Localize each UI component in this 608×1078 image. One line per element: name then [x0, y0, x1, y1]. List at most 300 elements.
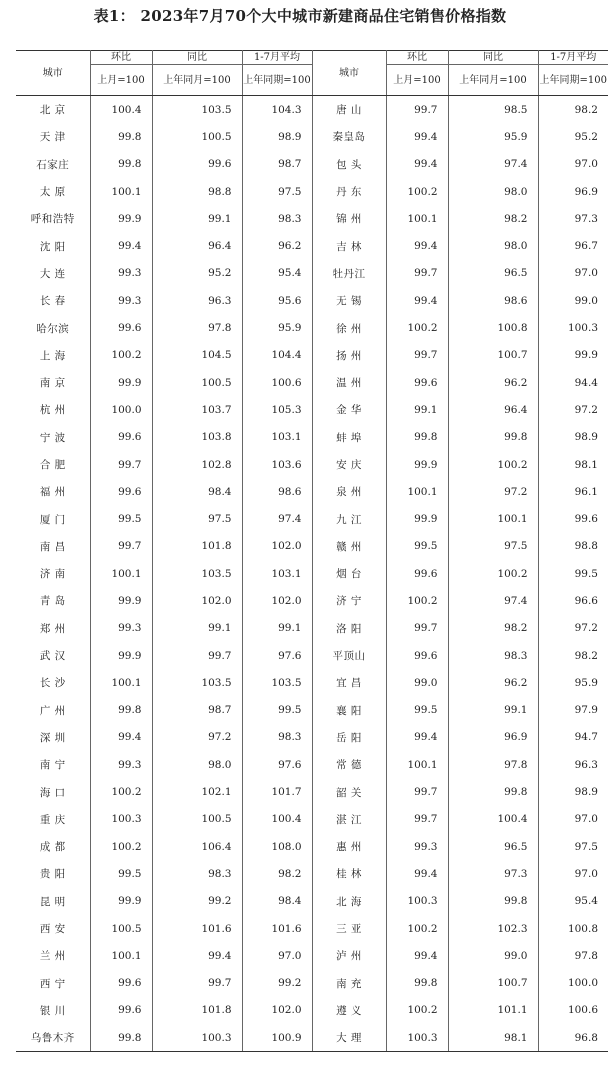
table-row: [16, 151, 608, 178]
right-yoy-cell: 98.6: [448, 287, 538, 314]
right-yoy-cell: 98.0: [448, 232, 538, 259]
right-city-cell: 牡丹江: [312, 260, 386, 287]
right-avg-cell: 97.0: [538, 151, 608, 178]
right-city-cell: 韶 关: [312, 778, 386, 805]
left-city-cell: 合 肥: [39, 459, 66, 471]
right-mom-cell: 100.2: [386, 997, 448, 1024]
right-avg-cell: 96.8: [538, 1024, 608, 1052]
right-avg-cell: 100.6: [538, 997, 608, 1024]
right-city-cell: 遵 义: [312, 997, 386, 1024]
table-row: [16, 778, 608, 805]
left-mom-cell: 100.1: [90, 560, 152, 587]
right-yoy-cell: 102.3: [448, 915, 538, 942]
right-yoy-cell: 96.2: [448, 669, 538, 696]
right-mom-cell: 99.7: [386, 778, 448, 805]
left-city-cell: 青 岛: [39, 595, 66, 608]
right-mom-cell: 99.7: [386, 260, 448, 287]
left-yoy-cell: 99.1: [152, 615, 242, 642]
right-mom-cell: 99.6: [386, 560, 448, 587]
table-row: [16, 669, 608, 696]
left-city-cell: 宁 波: [39, 431, 66, 444]
table-row: [16, 833, 608, 860]
right-avg-cell: 96.6: [538, 587, 608, 614]
left-mom-cell: 100.5: [90, 915, 152, 942]
table-row: [16, 505, 608, 532]
right-yoy-cell: 96.2: [448, 369, 538, 396]
table-row: [16, 451, 608, 478]
right-yoy-cell: 95.9: [448, 123, 538, 150]
right-city-cell: 九 江: [312, 505, 386, 532]
right-yoy-cell: 97.4: [448, 151, 538, 178]
right-city-cell: 岳 阳: [312, 724, 386, 751]
table-row: [16, 1024, 608, 1052]
right-city-cell: 北 海: [312, 888, 386, 915]
left-yoy-cell: 100.5: [152, 123, 242, 150]
avg-base-label: 上年同期=100: [242, 65, 312, 96]
left-yoy-cell: 101.8: [152, 997, 242, 1024]
left-avg-cell: 97.4: [242, 505, 312, 532]
right-yoy-cell: 96.9: [448, 724, 538, 751]
right-avg-cell: 98.8: [538, 533, 608, 560]
left-mom-cell: 100.1: [90, 942, 152, 969]
right-avg-cell: 97.3: [538, 205, 608, 232]
right-avg-cell: 97.8: [538, 942, 608, 969]
right-city-cell: 吉 林: [312, 232, 386, 259]
right-yoy-cell: 97.8: [448, 751, 538, 778]
right-mom-cell: 100.2: [386, 915, 448, 942]
avg-column-header-right: 1-7月平均: [538, 51, 608, 65]
right-mom-cell: 99.8: [386, 970, 448, 997]
right-avg-cell: 98.9: [538, 778, 608, 805]
left-city-cell: 北 京: [39, 104, 66, 117]
table-row: [16, 587, 608, 614]
table-row: [16, 232, 608, 259]
right-city-cell: 南 充: [312, 970, 386, 997]
yoy-base-label: 上年同月=100: [152, 65, 242, 96]
right-city-cell: 温 州: [312, 369, 386, 396]
right-avg-cell: 99.5: [538, 560, 608, 587]
right-mom-cell: 99.0: [386, 669, 448, 696]
right-avg-cell: 100.0: [538, 970, 608, 997]
table-row: [16, 96, 608, 124]
left-mom-cell: 99.6: [90, 970, 152, 997]
table-row: [16, 287, 608, 314]
right-city-cell: 泸 州: [312, 942, 386, 969]
left-city-cell: 贵 阳: [39, 868, 66, 881]
left-mom-cell: 99.3: [90, 287, 152, 314]
right-avg-cell: 96.9: [538, 178, 608, 205]
table-row: [16, 533, 608, 560]
left-yoy-cell: 103.8: [152, 424, 242, 451]
left-mom-cell: 100.1: [90, 669, 152, 696]
left-mom-cell: 99.5: [90, 505, 152, 532]
right-avg-cell: 97.9: [538, 697, 608, 724]
left-city-cell: 郑 州: [39, 622, 66, 635]
avg-base-label-right: 上年同期=100: [538, 65, 608, 96]
mom-base-label: 上月=100: [90, 65, 152, 96]
city-column-header-right: 城市: [312, 51, 386, 96]
right-avg-cell: 99.0: [538, 287, 608, 314]
right-yoy-cell: 97.2: [448, 478, 538, 505]
left-mom-cell: 99.4: [90, 232, 152, 259]
left-mom-cell: 99.3: [90, 260, 152, 287]
right-city-cell: 济 宁: [312, 587, 386, 614]
left-city-cell: 南 昌: [39, 540, 66, 553]
table-row: [16, 642, 608, 669]
left-city-cell: 海 口: [39, 786, 66, 799]
left-avg-cell: 101.6: [242, 915, 312, 942]
left-city-cell: 沈 阳: [39, 240, 66, 253]
right-yoy-cell: 96.5: [448, 260, 538, 287]
right-city-cell: 桂 林: [312, 860, 386, 887]
right-city-cell: 平顶山: [312, 642, 386, 669]
right-avg-cell: 100.8: [538, 915, 608, 942]
table-row: [16, 888, 608, 915]
right-city-cell: 蚌 埠: [312, 424, 386, 451]
right-avg-cell: 98.1: [538, 451, 608, 478]
left-yoy-cell: 103.5: [152, 669, 242, 696]
left-city-cell: 长 春: [39, 295, 66, 308]
right-yoy-cell: 99.1: [448, 697, 538, 724]
left-avg-cell: 103.6: [242, 451, 312, 478]
right-avg-cell: 97.2: [538, 615, 608, 642]
table-row: [16, 915, 608, 942]
left-avg-cell: 98.3: [242, 724, 312, 751]
left-mom-cell: 100.2: [90, 342, 152, 369]
yoy-column-header-right: 同比: [448, 51, 538, 65]
left-city-cell: 重 庆: [39, 813, 66, 826]
right-mom-cell: 99.6: [386, 642, 448, 669]
left-mom-cell: 99.9: [90, 205, 152, 232]
table-row: [16, 806, 608, 833]
right-avg-cell: 94.7: [538, 724, 608, 751]
right-mom-cell: 100.1: [386, 205, 448, 232]
left-yoy-cell: 99.6: [152, 151, 242, 178]
left-avg-cell: 100.9: [242, 1024, 312, 1052]
right-city-cell: 襄 阳: [312, 697, 386, 724]
table-row: [16, 205, 608, 232]
right-avg-cell: 95.2: [538, 123, 608, 150]
table-row: [16, 997, 608, 1024]
left-mom-cell: 100.0: [90, 396, 152, 423]
right-avg-cell: 96.7: [538, 232, 608, 259]
right-yoy-cell: 96.4: [448, 396, 538, 423]
right-avg-cell: 96.1: [538, 478, 608, 505]
right-city-cell: 常 德: [312, 751, 386, 778]
left-avg-cell: 105.3: [242, 396, 312, 423]
right-city-cell: 三 亚: [312, 915, 386, 942]
left-yoy-cell: 99.4: [152, 942, 242, 969]
table-row: [16, 697, 608, 724]
right-mom-cell: 99.9: [386, 505, 448, 532]
right-mom-cell: 99.4: [386, 232, 448, 259]
right-city-cell: 惠 州: [312, 833, 386, 860]
right-city-cell: 无 锡: [312, 287, 386, 314]
left-yoy-cell: 101.8: [152, 533, 242, 560]
right-avg-cell: 99.9: [538, 342, 608, 369]
table-row: [16, 369, 608, 396]
right-avg-cell: 97.5: [538, 833, 608, 860]
left-yoy-cell: 98.3: [152, 860, 242, 887]
left-yoy-cell: 102.1: [152, 778, 242, 805]
right-mom-cell: 99.7: [386, 342, 448, 369]
left-avg-cell: 103.1: [242, 424, 312, 451]
table-row: [16, 860, 608, 887]
right-city-cell: 赣 州: [312, 533, 386, 560]
right-mom-cell: 99.7: [386, 806, 448, 833]
right-avg-cell: 96.3: [538, 751, 608, 778]
table-row: [16, 424, 608, 451]
left-avg-cell: 103.5: [242, 669, 312, 696]
right-mom-cell: 99.4: [386, 287, 448, 314]
right-yoy-cell: 98.2: [448, 615, 538, 642]
right-avg-cell: 98.2: [538, 642, 608, 669]
right-mom-cell: 99.4: [386, 942, 448, 969]
right-yoy-cell: 100.2: [448, 451, 538, 478]
right-mom-cell: 99.1: [386, 396, 448, 423]
right-mom-cell: 100.3: [386, 888, 448, 915]
left-city-cell: 长 沙: [39, 677, 66, 690]
table-row: [16, 478, 608, 505]
right-mom-cell: 100.1: [386, 478, 448, 505]
right-avg-cell: 95.9: [538, 669, 608, 696]
left-yoy-cell: 98.0: [152, 751, 242, 778]
left-avg-cell: 101.7: [242, 778, 312, 805]
right-city-cell: 丹 东: [312, 178, 386, 205]
left-mom-cell: 99.6: [90, 478, 152, 505]
right-mom-cell: 99.7: [386, 96, 448, 124]
right-mom-cell: 100.2: [386, 178, 448, 205]
right-mom-cell: 99.4: [386, 860, 448, 887]
right-yoy-cell: 98.5: [448, 96, 538, 124]
left-city-cell: 广 州: [39, 704, 66, 717]
left-yoy-cell: 102.8: [152, 451, 242, 478]
right-avg-cell: 95.4: [538, 888, 608, 915]
right-yoy-cell: 98.0: [448, 178, 538, 205]
left-city-cell: 上 海: [39, 349, 66, 362]
table-body: [16, 96, 608, 1052]
left-city-cell: 呼和浩特: [30, 213, 75, 226]
left-city-cell: 南 宁: [39, 759, 66, 772]
left-yoy-cell: 97.8: [152, 314, 242, 341]
left-yoy-cell: 99.2: [152, 888, 242, 915]
right-mom-cell: 99.5: [386, 697, 448, 724]
left-avg-cell: 104.3: [242, 96, 312, 124]
left-city-cell: 银 川: [39, 1004, 66, 1017]
right-mom-cell: 99.7: [386, 615, 448, 642]
right-yoy-cell: 97.3: [448, 860, 538, 887]
right-yoy-cell: 96.5: [448, 833, 538, 860]
table-row: [16, 615, 608, 642]
left-mom-cell: 99.9: [90, 642, 152, 669]
left-city-cell: 兰 州: [39, 950, 66, 963]
right-city-cell: 锦 州: [312, 205, 386, 232]
right-yoy-cell: 98.1: [448, 1024, 538, 1052]
left-yoy-cell: 98.8: [152, 178, 242, 205]
left-avg-cell: 102.0: [242, 533, 312, 560]
right-mom-cell: 99.8: [386, 424, 448, 451]
left-yoy-cell: 97.5: [152, 505, 242, 532]
left-yoy-cell: 106.4: [152, 833, 242, 860]
table-row: [16, 396, 608, 423]
left-avg-cell: 95.6: [242, 287, 312, 314]
right-city-cell: 安 庆: [312, 451, 386, 478]
left-mom-cell: 99.5: [90, 860, 152, 887]
left-avg-cell: 98.2: [242, 860, 312, 887]
left-city-cell: 杭 州: [39, 404, 66, 417]
left-avg-cell: 95.9: [242, 314, 312, 341]
left-yoy-cell: 98.7: [152, 697, 242, 724]
right-mom-cell: 99.4: [386, 724, 448, 751]
left-mom-cell: 99.7: [90, 533, 152, 560]
right-yoy-cell: 98.2: [448, 205, 538, 232]
left-city-cell: 天 津: [39, 131, 66, 144]
right-yoy-cell: 97.4: [448, 587, 538, 614]
right-mom-cell: 100.2: [386, 314, 448, 341]
left-yoy-cell: 99.7: [152, 970, 242, 997]
right-yoy-cell: 100.8: [448, 314, 538, 341]
right-yoy-cell: 99.8: [448, 424, 538, 451]
left-mom-cell: 99.8: [90, 151, 152, 178]
left-avg-cell: 102.0: [242, 587, 312, 614]
left-city-cell: 济 南: [39, 568, 66, 581]
left-mom-cell: 99.6: [90, 424, 152, 451]
right-yoy-cell: 100.4: [448, 806, 538, 833]
right-avg-cell: 98.2: [538, 96, 608, 124]
right-yoy-cell: 99.8: [448, 778, 538, 805]
right-city-cell: 徐 州: [312, 314, 386, 341]
left-avg-cell: 96.2: [242, 232, 312, 259]
left-mom-cell: 99.3: [90, 751, 152, 778]
left-yoy-cell: 96.4: [152, 232, 242, 259]
right-avg-cell: 97.2: [538, 396, 608, 423]
right-city-cell: 大 理: [312, 1024, 386, 1052]
table-row: [16, 342, 608, 369]
left-avg-cell: 99.1: [242, 615, 312, 642]
right-mom-cell: 100.2: [386, 587, 448, 614]
left-yoy-cell: 99.1: [152, 205, 242, 232]
left-mom-cell: 99.9: [90, 369, 152, 396]
left-city-cell: 深 圳: [39, 731, 66, 744]
left-yoy-cell: 100.3: [152, 1024, 242, 1052]
right-yoy-cell: 100.7: [448, 970, 538, 997]
left-avg-cell: 98.6: [242, 478, 312, 505]
left-yoy-cell: 98.4: [152, 478, 242, 505]
right-avg-cell: 100.3: [538, 314, 608, 341]
left-mom-cell: 99.6: [90, 997, 152, 1024]
right-city-cell: 金 华: [312, 396, 386, 423]
left-city-cell: 大 连: [39, 267, 66, 280]
avg-column-header: 1-7月平均: [242, 51, 312, 65]
right-yoy-cell: 99.0: [448, 942, 538, 969]
left-city-cell: 乌鲁木齐: [16, 1024, 90, 1052]
right-mom-cell: 100.3: [386, 1024, 448, 1052]
price-index-table: [16, 50, 608, 1052]
left-city-cell: 哈尔滨: [36, 322, 70, 335]
right-avg-cell: 97.0: [538, 860, 608, 887]
right-mom-cell: 100.1: [386, 751, 448, 778]
right-mom-cell: 99.4: [386, 151, 448, 178]
mom-column-header-right: 环比: [386, 51, 448, 65]
right-mom-cell: 99.9: [386, 451, 448, 478]
left-avg-cell: 98.7: [242, 151, 312, 178]
left-mom-cell: 100.2: [90, 778, 152, 805]
right-mom-cell: 99.4: [386, 123, 448, 150]
right-avg-cell: 99.6: [538, 505, 608, 532]
left-yoy-cell: 103.5: [152, 560, 242, 587]
table-row: [16, 178, 608, 205]
left-avg-cell: 99.2: [242, 970, 312, 997]
right-city-cell: 包 头: [312, 151, 386, 178]
left-yoy-cell: 97.2: [152, 724, 242, 751]
left-city-cell: 成 都: [39, 841, 66, 854]
table-title: 表1： 2023年7月70个大中城市新建商品住宅销售价格指数: [93, 7, 507, 25]
yoy-column-header: 同比: [152, 51, 242, 65]
left-avg-cell: 97.6: [242, 642, 312, 669]
table-row: [16, 724, 608, 751]
left-mom-cell: 100.1: [90, 178, 152, 205]
left-yoy-cell: 96.3: [152, 287, 242, 314]
left-mom-cell: 99.7: [90, 451, 152, 478]
left-yoy-cell: 100.5: [152, 369, 242, 396]
left-mom-cell: 99.3: [90, 615, 152, 642]
left-yoy-cell: 95.2: [152, 260, 242, 287]
left-avg-cell: 97.6: [242, 751, 312, 778]
left-city-cell: 福 州: [39, 486, 66, 499]
left-yoy-cell: 100.5: [152, 806, 242, 833]
right-city-cell: 秦皇岛: [312, 123, 386, 150]
table-row: [16, 942, 608, 969]
left-city-cell: 太 原: [39, 186, 66, 199]
right-mom-cell: 99.3: [386, 833, 448, 860]
table-row: [16, 560, 608, 587]
right-yoy-cell: 99.8: [448, 888, 538, 915]
right-mom-cell: 99.5: [386, 533, 448, 560]
left-mom-cell: 100.2: [90, 833, 152, 860]
right-city-cell: 唐 山: [312, 96, 386, 124]
right-city-cell: 湛 江: [312, 806, 386, 833]
table-row: [16, 260, 608, 287]
left-avg-cell: 104.4: [242, 342, 312, 369]
right-city-cell: 扬 州: [312, 342, 386, 369]
left-city-cell: 石家庄: [36, 158, 70, 171]
right-mom-cell: 99.6: [386, 369, 448, 396]
left-yoy-cell: 104.5: [152, 342, 242, 369]
yoy-base-label-right: 上年同月=100: [448, 65, 538, 96]
left-yoy-cell: 103.7: [152, 396, 242, 423]
table-header: [16, 51, 608, 96]
right-city-cell: 宜 昌: [312, 669, 386, 696]
left-city-cell: 厦 门: [39, 513, 66, 526]
table-row: [16, 123, 608, 150]
left-avg-cell: 98.9: [242, 123, 312, 150]
left-city-cell: 昆 明: [39, 895, 66, 908]
left-avg-cell: 95.4: [242, 260, 312, 287]
city-column-header: 城市: [16, 51, 90, 96]
right-yoy-cell: 101.1: [448, 997, 538, 1024]
left-city-cell: 西 宁: [39, 977, 66, 990]
left-mom-cell: 99.9: [90, 888, 152, 915]
left-yoy-cell: 101.6: [152, 915, 242, 942]
left-avg-cell: 98.4: [242, 888, 312, 915]
left-mom-cell: 99.4: [90, 724, 152, 751]
left-mom-cell: 99.9: [90, 587, 152, 614]
right-avg-cell: 97.0: [538, 806, 608, 833]
right-city-cell: 洛 阳: [312, 615, 386, 642]
table-row: [16, 751, 608, 778]
left-avg-cell: 103.1: [242, 560, 312, 587]
left-avg-cell: 100.6: [242, 369, 312, 396]
